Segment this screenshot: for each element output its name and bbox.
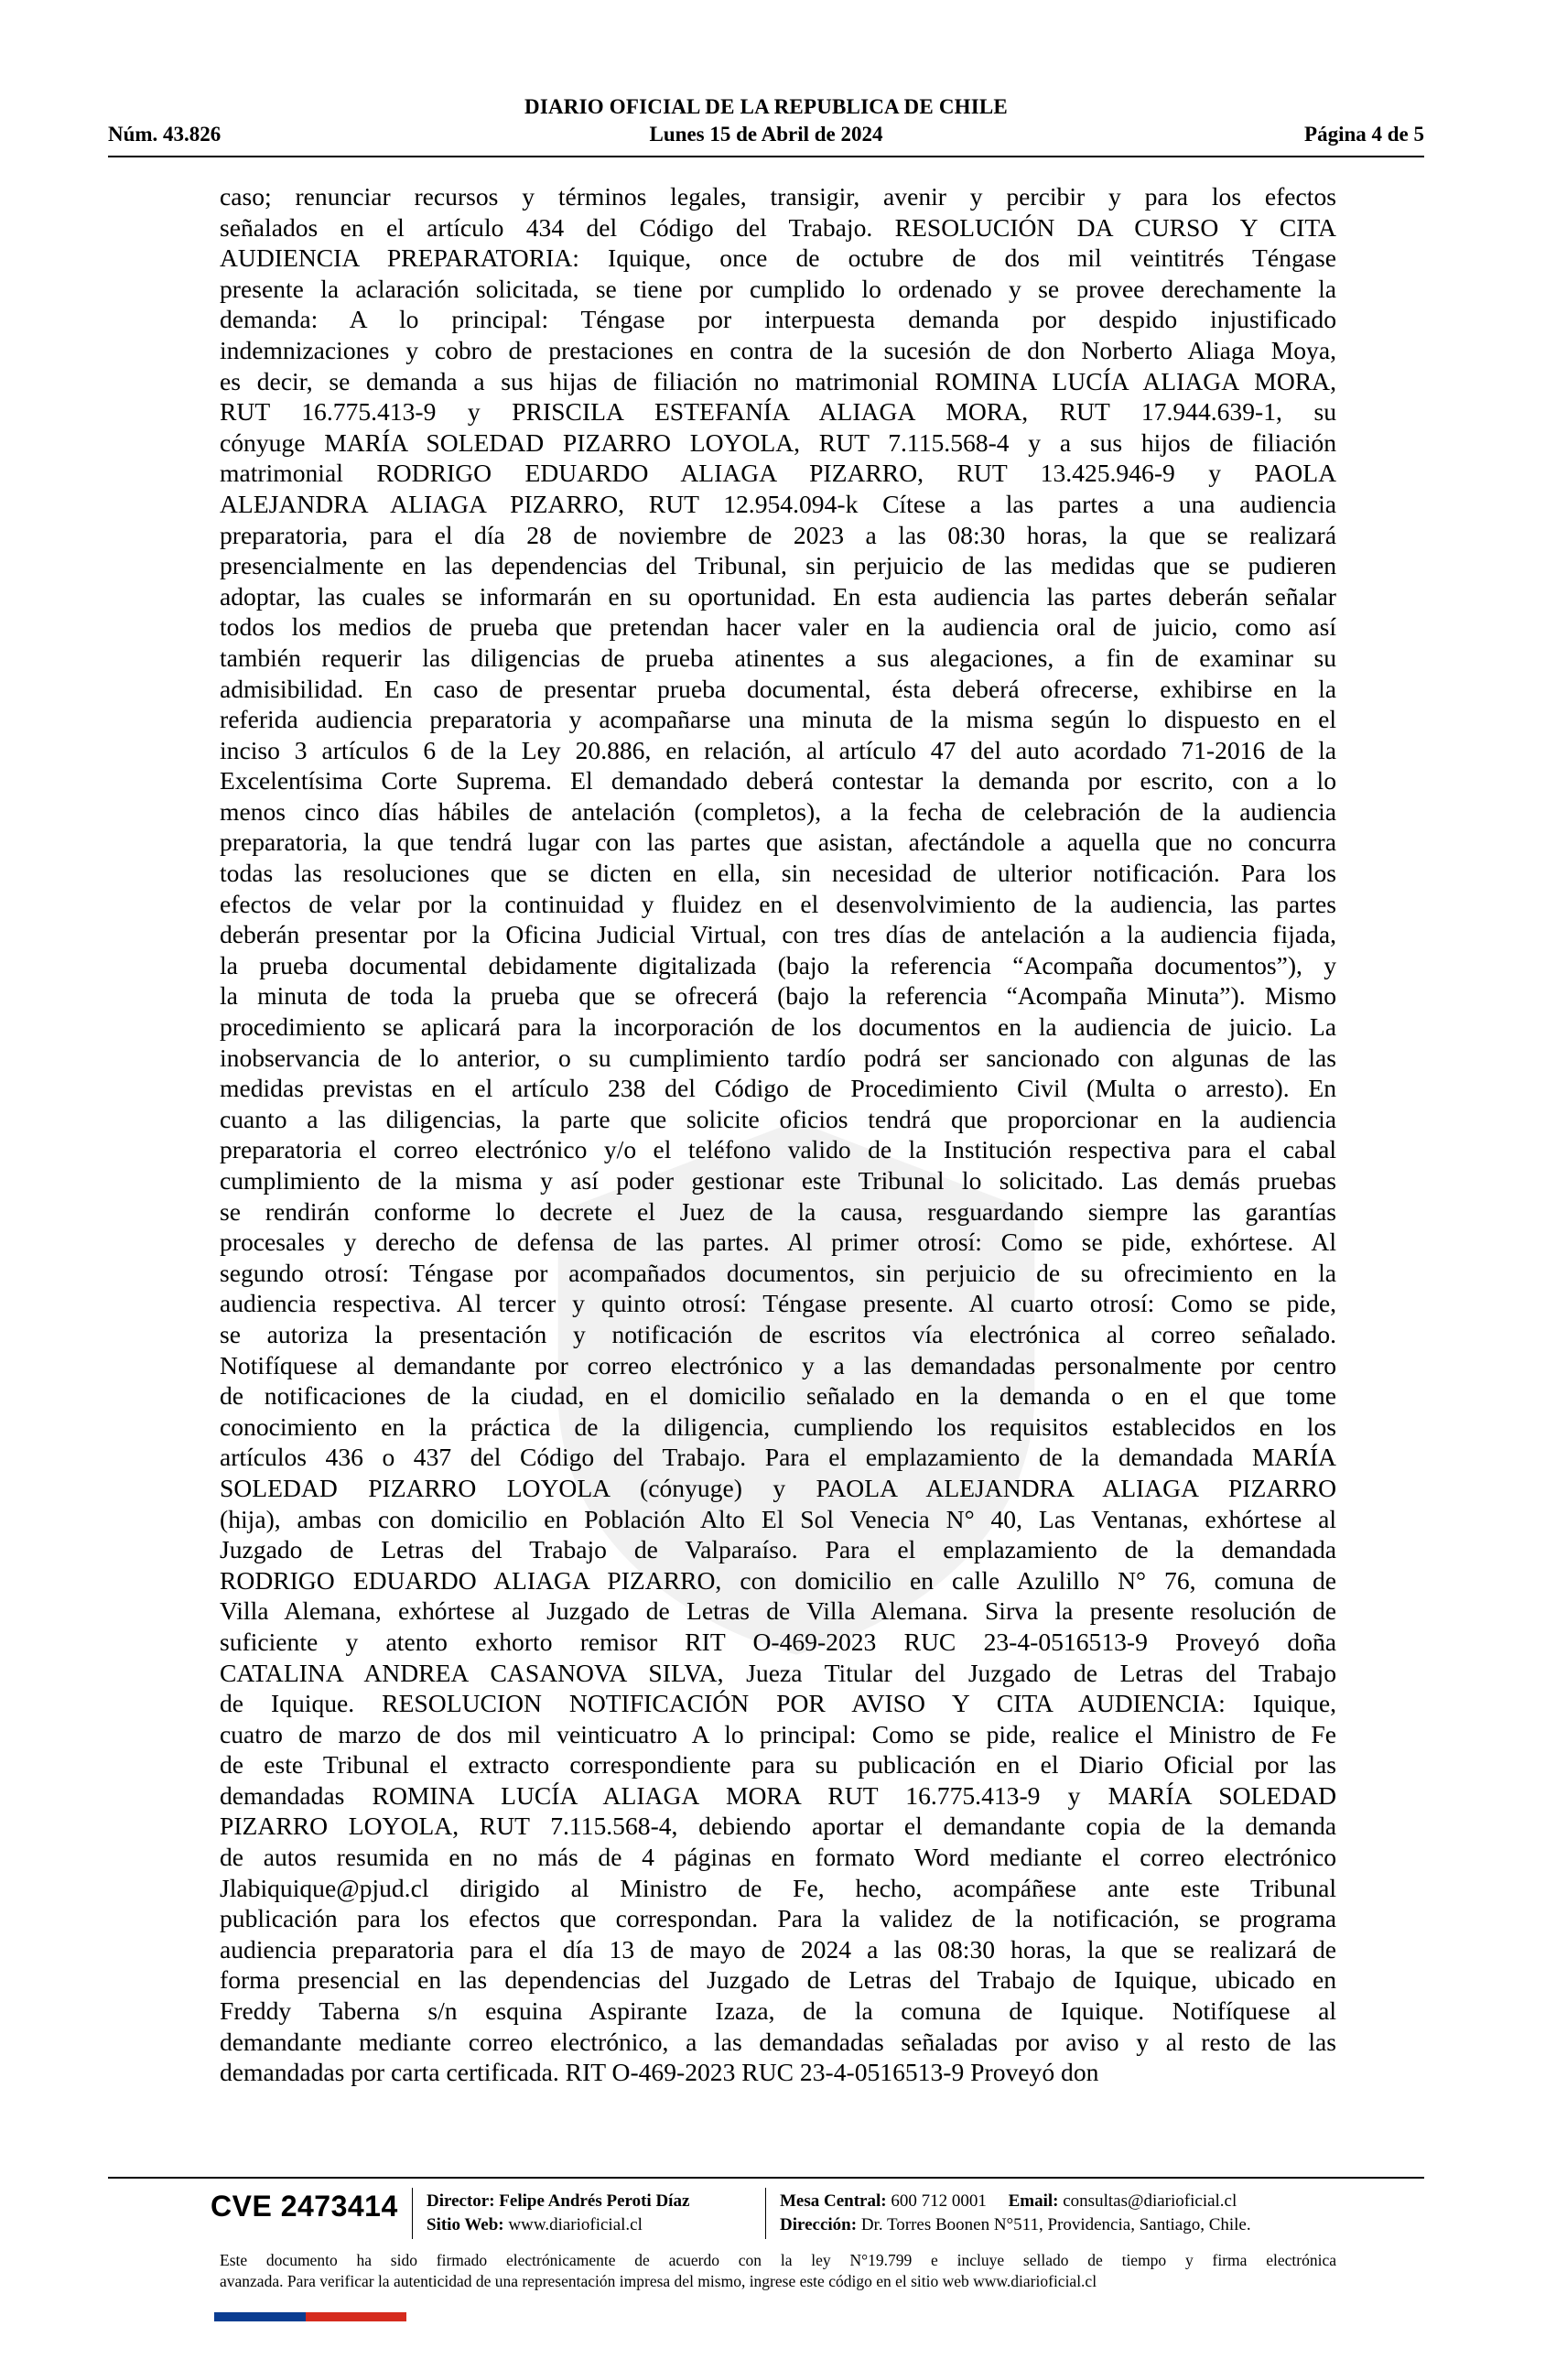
director-label: Director:	[427, 2191, 495, 2211]
issue-number: Núm. 43.826	[108, 123, 222, 146]
body-line: inciso 3 artículos 6 de la Ley 20.886, en relación, al artículo 47 del auto acordado 71-2016 de la	[220, 735, 1336, 764]
body-line: menos cinco días hábiles de antelación (completos), a la fecha de celebración de la audiencia	[220, 796, 1336, 826]
body-line: es decir, se demanda a sus hijas de filiación no matrimonial ROMINA LUCÍA ALIAGA MORA,	[220, 366, 1336, 395]
body-line: también requerir las diligencias de prueba atinentes a sus alegaciones, a fin de examinar su	[220, 643, 1336, 672]
body-line: demandadas por carta certificada. RIT O-469-2023 RUC 23-4-0516513-9 Proveyó don	[220, 2058, 1099, 2087]
body-line: suficiente y atento exhorto remisor RIT O-469-2023 RUC 23-4-0516513-9 Proveyó doña	[220, 1627, 1336, 1656]
chile-flag-bar	[214, 2312, 406, 2321]
body-line: preparatoria, la que tendrá lugar con las partes que asistan, afectándole a aquella que no concurra	[220, 828, 1336, 857]
body-line: cuatro de marzo de dos mil veinticuatro A lo principal: Como se pide, realice el Ministro de Fe	[220, 1719, 1336, 1748]
body-line: de notificaciones de la ciudad, en el domicilio señalado en la demanda o en el que tome	[220, 1381, 1336, 1411]
body-line: preparatoria el correo electrónico y/o el teléfono valido de la Institución respectiva para el cabal	[220, 1135, 1336, 1164]
body-line: admisibilidad. En caso de presentar prueba documental, ésta deberá ofrecerse, exhibirse en la	[220, 674, 1336, 703]
email-link[interactable]: consultas@diarioficial.cl	[1063, 2191, 1237, 2211]
body-line: matrimonial RODRIGO EDUARDO ALIAGA PIZARRO, RUT 13.425.946-9 y PAOLA	[220, 459, 1336, 488]
body-line: preparatoria, para el día 28 de noviembre de 2023 a las 08:30 horas, la que se realizará	[220, 520, 1336, 549]
footer-separator	[765, 2188, 766, 2239]
body-line: efectos de velar por la continuidad y fluidez en el desenvolvimiento de la audiencia, las partes	[220, 889, 1336, 918]
footer-contact-block	[780, 2190, 1251, 2237]
body-line: procesales y derecho de defensa de las partes. Al primer otrosí: Como se pide, exhórtese. Al	[220, 1228, 1336, 1257]
body-line: de autos resumida en no más de 4 páginas en formato Word mediante el correo electrónico	[220, 1843, 1336, 1872]
body-line: CATALINA ANDREA CASANOVA SILVA, Jueza Titular del Juzgado de Letras del Trabajo	[220, 1658, 1336, 1687]
body-line: forma presencial en las dependencias del Juzgado de Letras del Trabajo de Iquique, ubicado en	[220, 1965, 1336, 1995]
phone-value: 600 712 0001	[891, 2191, 987, 2211]
body-line: publicación para los efectos que correspondan. Para la validez de la notificación, se programa	[220, 1904, 1336, 1933]
body-line: referida audiencia preparatoria y acompañarse una minuta de la misma según lo dispuesto en el	[220, 705, 1336, 734]
publication-title: DIARIO OFICIAL DE LA REPUBLICA DE CHILE	[524, 95, 1008, 118]
footer-divider	[108, 2177, 1424, 2179]
body-line: todos los medios de prueba que pretendan hacer valer en la audiencia oral de juicio, como así	[220, 612, 1336, 642]
body-line: RODRIGO EDUARDO ALIAGA PIZARRO, con domicilio en calle Azulillo N° 76, comuna de	[220, 1565, 1336, 1595]
body-line: SOLEDAD PIZARRO LOYOLA (cónyuge) y PAOLA ALEJANDRA ALIAGA PIZARRO	[220, 1473, 1336, 1502]
website-label: Sitio Web:	[427, 2215, 504, 2234]
body-line: cuanto a las diligencias, la parte que solicite oficios tendrá que proporcionar en la audiencia	[220, 1104, 1336, 1133]
body-line: caso; renunciar recursos y términos legales, transigir, avenir y percibir y para los efectos	[220, 182, 1336, 211]
body-line: se autoriza la presentación y notificación de escritos vía electrónica al correo señalado.	[220, 1319, 1336, 1348]
website-link[interactable]: www.diarioficial.cl	[508, 2215, 643, 2234]
flag-blue-segment	[214, 2312, 306, 2321]
body-line: inobservancia de lo anterior, o su cumplimiento tardío podrá ser sancionado con algunas de las	[220, 1043, 1336, 1072]
body-line: ALEJANDRA ALIAGA PIZARRO, RUT 12.954.094-k Cítese a las partes a una audiencia	[220, 489, 1336, 518]
body-line: medidas previstas en el artículo 238 del Código de Procedimiento Civil (Multa o arresto). En	[220, 1074, 1336, 1103]
address-label: Dirección:	[780, 2215, 858, 2234]
body-line: procedimiento se aplicará para la incorporación de los documentos en la audiencia de juicio. La	[220, 1012, 1336, 1042]
body-line: cónyuge MARÍA SOLEDAD PIZARRO LOYOLA, RUT 7.115.568-4 y a sus hijos de filiación	[220, 427, 1336, 457]
cve-code: CVE 2473414	[211, 2190, 398, 2223]
page-indicator: Página 4 de 5	[1304, 123, 1424, 146]
body-line: audiencia respectiva. Al tercer y quinto otrosí: Téngase presente. Al cuarto otrosí: Como se pide,	[220, 1289, 1336, 1318]
issue-date: Lunes 15 de Abril de 2024	[649, 123, 883, 146]
body-line: audiencia preparatoria para el día 13 de mayo de 2024 a las 08:30 horas, la que se realizará de	[220, 1934, 1336, 1964]
body-line: de este Tribunal el extracto correspondiente para su publicación en el Diario Oficial por las	[220, 1750, 1336, 1780]
body-line: RUT 16.775.413-9 y PRISCILA ESTEFANÍA ALIAGA MORA, RUT 17.944.639-1, su	[220, 397, 1336, 427]
email-label: Email:	[1008, 2191, 1059, 2211]
signature-note-line: avanzada. Para verificar la autenticidad de una representación impresa del mismo, ingrese este código en el sitio web www.diarioficial.cl	[220, 2272, 1097, 2290]
body-line: deberán presentar por la Oficina Judicial Virtual, con tres días de antelación a la audiencia fijada,	[220, 920, 1336, 949]
body-line: todas las resoluciones que se dicten en ella, sin necesidad de ulterior notificación. Para los	[220, 859, 1336, 888]
body-line: Freddy Taberna s/n esquina Aspirante Izaza, de la comuna de Iquique. Notifíquese al	[220, 1996, 1336, 2026]
body-line: presencialmente en las dependencias del Tribunal, sin perjuicio de las medidas que se pudieren	[220, 551, 1336, 580]
signature-note-line: Este documento ha sido firmado electrónicamente de acuerdo con la ley N°19.799 e incluye sellado de tiempo y firma electrónica	[220, 2251, 1336, 2269]
body-line: demandadas ROMINA LUCÍA ALIAGA MORA RUT 16.775.413-9 y MARÍA SOLEDAD	[220, 1780, 1336, 1810]
body-line: demanda: A lo principal: Téngase por interpuesta demanda por despido injustificado	[220, 305, 1336, 334]
body-line: la prueba documental debidamente digitalizada (bajo la referencia “Acompaña documentos”), y	[220, 950, 1336, 979]
address-value: Dr. Torres Boonen N°511, Providencia, Santiago, Chile.	[860, 2215, 1251, 2234]
document-body	[220, 181, 1336, 2088]
footer-director-block	[427, 2190, 689, 2237]
body-line: PIZARRO LOYOLA, RUT 7.115.568-4, debiendo aportar el demandante copia de la demanda	[220, 1812, 1336, 1841]
body-line: indemnizaciones y cobro de prestaciones en contra de la sucesión de don Norberto Aliaga Moya,	[220, 335, 1336, 364]
body-line: (hija), ambas con domicilio en Población Alto El Sol Venecia N° 40, Las Ventanas, exhórtese al	[220, 1504, 1336, 1533]
body-line: Villa Alemana, exhórtese al Juzgado de Letras de Villa Alemana. Sirva la presente resolución de	[220, 1596, 1336, 1626]
body-line: Notifíquese al demandante por correo electrónico y a las demandadas personalmente por centro	[220, 1350, 1336, 1379]
body-line: Excelentísima Corte Suprema. El demandado deberá contestar la demanda por escrito, con a lo	[220, 766, 1336, 795]
body-line: Juzgado de Letras del Trabajo de Valparaíso. Para el emplazamiento de la demandada	[220, 1535, 1336, 1564]
phone-label: Mesa Central:	[780, 2191, 887, 2211]
flag-red-segment	[306, 2312, 406, 2321]
director-name: Felipe Andrés Peroti Díaz	[499, 2191, 690, 2211]
signature-note	[220, 2250, 1336, 2292]
body-line: de Iquique. RESOLUCION NOTIFICACIÓN POR AVISO Y CITA AUDIENCIA: Iquique,	[220, 1689, 1336, 1718]
header-divider	[108, 156, 1424, 157]
footer-separator	[412, 2188, 413, 2239]
body-line: conocimiento en la práctica de la diligencia, cumpliendo los requisitos establecidos en los	[220, 1412, 1336, 1441]
body-line: Jlabiquique@pjud.cl dirigido al Ministro de Fe, hecho, acompáñese ante este Tribunal	[220, 1873, 1336, 1902]
body-line: cumplimiento de la misma y así poder gestionar este Tribunal lo solicitado. Las demás pruebas	[220, 1166, 1336, 1195]
body-line: se rendirán conforme lo decrete el Juez de la causa, resguardando siempre las garantías	[220, 1196, 1336, 1226]
body-line: la minuta de toda la prueba que se ofrecerá (bajo la referencia “Acompaña Minuta”). Mismo	[220, 981, 1336, 1011]
body-line: demandante mediante correo electrónico, a las demandadas señaladas por aviso y al resto de las	[220, 2027, 1336, 2056]
page-header	[108, 92, 1424, 157]
body-line: AUDIENCIA PREPARATORIA: Iquique, once de octubre de dos mil veintitrés Téngase	[220, 243, 1336, 273]
body-line: señalados en el artículo 434 del Código del Trabajo. RESOLUCIÓN DA CURSO Y CITA	[220, 212, 1336, 242]
body-line: artículos 436 o 437 del Código del Trabajo. Para el emplazamiento de la demandada MARÍA	[220, 1443, 1336, 1472]
body-line: segundo otrosí: Téngase por acompañados documentos, sin perjuicio de su ofrecimiento en la	[220, 1258, 1336, 1287]
body-line: adoptar, las cuales se informarán en su oportunidad. En esta audiencia las partes deberán señalar	[220, 581, 1336, 611]
body-line: presente la aclaración solicitada, se tiene por cumplido lo ordenado y se provee derechamente la	[220, 274, 1336, 303]
